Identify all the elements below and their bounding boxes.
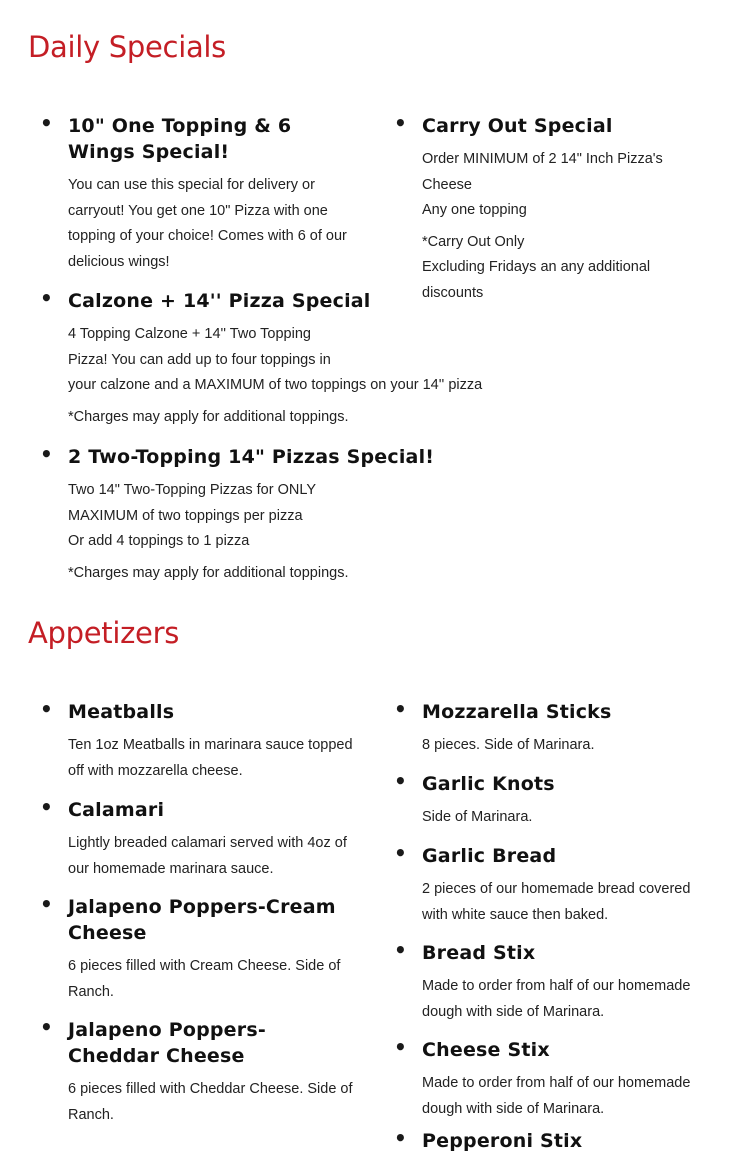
menu-item[interactable] <box>394 769 712 831</box>
description-line: Pizza! You can add up to four toppings in <box>68 351 331 368</box>
menu-item-note: *Carry Out Only Excluding Fridays an any additional discounts <box>422 233 651 301</box>
menu-item-description: Ten 1oz Meatballs in marinara sauce topped off with mozzarella cheese. <box>68 737 353 779</box>
menu-item-title: Garlic Bread <box>422 845 557 867</box>
menu-item-description: Made to order from half of our homemade dough with side of Marinara. <box>422 1075 691 1117</box>
menu-item[interactable] <box>394 841 712 928</box>
menu-item-description: 2 pieces of our homemade bread covered with white sauce then baked. <box>422 881 691 923</box>
menu-item[interactable] <box>40 697 353 784</box>
menu-item[interactable] <box>40 1015 353 1128</box>
menu-item-title: Bread Stix <box>422 942 536 964</box>
bullet-icon: • <box>40 892 53 916</box>
menu-item-note: *Charges may apply for additional toppings. <box>68 564 349 581</box>
menu-item-description <box>68 478 468 555</box>
description-line: MAXIMUM of two toppings per pizza <box>68 507 303 524</box>
menu-item-title: Jalapeno Poppers-Cream Cheese <box>68 896 336 944</box>
bullet-icon: • <box>40 111 53 135</box>
menu-item-title: Calzone + 14'' Pizza Special <box>68 290 371 312</box>
bullet-icon: • <box>394 841 407 865</box>
bullet-icon: • <box>40 1015 53 1039</box>
bullet-icon: • <box>40 286 53 310</box>
description-line: Any one topping <box>422 202 527 219</box>
bullet-icon: • <box>394 111 407 135</box>
menu-item[interactable] <box>40 795 353 882</box>
menu-item-title: 10" One Topping & 6 Wings Special! <box>68 115 292 163</box>
description-line: Two 14" Two-Topping Pizzas for ONLY <box>68 482 317 498</box>
menu-item[interactable] <box>394 697 712 759</box>
section-title-appetizers: Appetizers <box>28 616 180 650</box>
menu-item[interactable] <box>40 892 353 1005</box>
menu-item-description: You can use this special for delivery or carryout! You get one 10" Pizza with one topping of your choice! Comes with 6 of our delicious wings! <box>68 177 347 270</box>
description-line: 4 Topping Calzone + 14'' Two Topping <box>68 326 311 342</box>
menu-item-note: *Charges may apply for additional toppings. <box>68 408 349 425</box>
menu-item[interactable] <box>394 1035 712 1122</box>
menu-item-description: Made to order from half of our homemade dough with side of Marinara. <box>422 978 691 1020</box>
menu-item-description: Lightly breaded calamari served with 4oz of our homemade marinara sauce. <box>68 835 347 877</box>
bullet-icon: • <box>40 795 53 819</box>
menu-item[interactable] <box>394 1126 712 1154</box>
menu-item-description <box>68 322 538 399</box>
menu-item-title: Mozzarella Sticks <box>422 701 612 723</box>
menu-item-description: 6 pieces filled with Cream Cheese. Side of Ranch. <box>68 958 341 1000</box>
section-title-daily-specials: Daily Specials <box>28 30 226 64</box>
description-line: Cheese <box>422 176 472 193</box>
bullet-icon: • <box>394 1126 407 1150</box>
menu-item-title: 2 Two-Topping 14" Pizzas Special! <box>68 446 435 468</box>
bullet-icon: • <box>40 442 53 466</box>
menu-item[interactable] <box>40 442 468 586</box>
menu-item-title: Garlic Knots <box>422 773 555 795</box>
menu-item-title: Jalapeno Poppers-Cheddar Cheese <box>68 1019 266 1067</box>
bullet-icon: • <box>394 769 407 793</box>
menu-item-description <box>422 147 712 224</box>
bullet-icon: • <box>40 697 53 721</box>
menu-item[interactable] <box>40 286 538 430</box>
menu-item-title: Carry Out Special <box>422 115 613 137</box>
menu-item-description: Side of Marinara. <box>422 809 533 825</box>
menu-item-description: 6 pieces filled with Cheddar Cheese. Side of Ranch. <box>68 1081 353 1123</box>
description-line: Or add 4 toppings to 1 pizza <box>68 533 250 550</box>
menu-item-title: Pepperoni Stix <box>422 1130 583 1152</box>
menu-item-title: Calamari <box>68 799 165 821</box>
description-line: your calzone and a MAXIMUM of two toppings on your 14'' pizza <box>68 377 483 394</box>
bullet-icon: • <box>394 697 407 721</box>
bullet-icon: • <box>394 1035 407 1059</box>
menu-item[interactable] <box>394 938 712 1025</box>
menu-item[interactable] <box>40 111 353 275</box>
menu-item-title: Meatballs <box>68 701 175 723</box>
bullet-icon: • <box>394 938 407 962</box>
menu-item-title: Cheese Stix <box>422 1039 550 1061</box>
description-line: Order MINIMUM of 2 14" Inch Pizza's <box>422 151 663 167</box>
menu-item-description: 8 pieces. Side of Marinara. <box>422 737 595 753</box>
menu-item[interactable] <box>394 111 712 307</box>
